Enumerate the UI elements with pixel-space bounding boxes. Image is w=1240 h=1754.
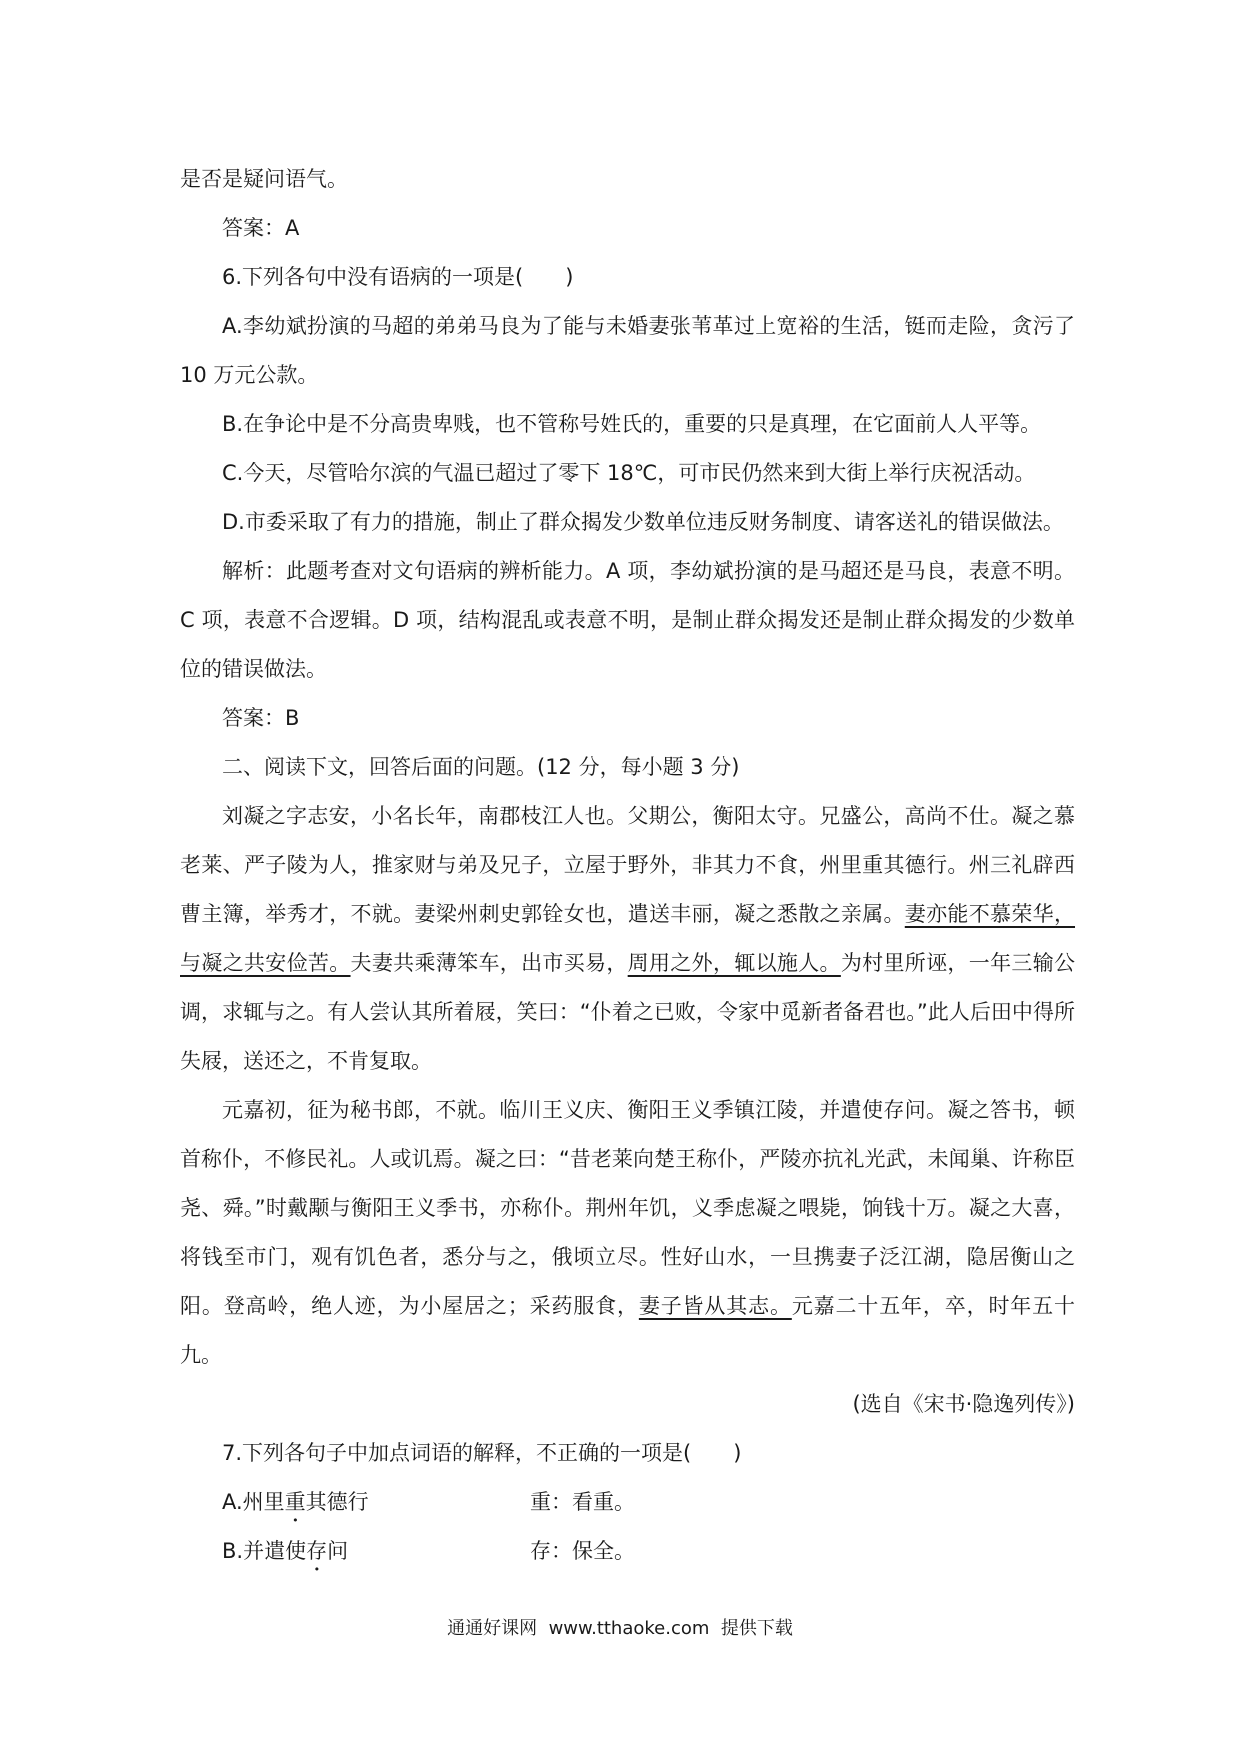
option-gloss: 存：保全。 [530,1539,635,1563]
question-7-option-a [180,1478,1075,1527]
underlined-sentence: 妻亦能不慕荣华，与凝之共安俭苦。 [180,902,1076,975]
top-fragment: 是否是疑问语气。 [180,167,348,191]
page-footer: 通通好课网 www.tthaoke.com 提供下载 [447,1618,793,1639]
option-text: A.州里 [222,1490,285,1514]
underlined-sentence: 周用之外，辄以施人。 [627,951,841,975]
question-6-answer: 答案：B [222,706,300,730]
question-6-option-b: B.在争论中是不分高贵卑贱，也不管称号姓氏的，重要的只是真理，在它面前人人平等。 [222,412,1042,436]
answer-5: 答案：A [222,216,300,240]
underlined-sentence: 妻子皆从其志。 [638,1294,792,1318]
option-sentence [222,1478,530,1527]
passage-paragraph-2 [180,1086,1075,1380]
passage-text: 元嘉二十五年，卒，时年五十九。 [180,1294,1076,1367]
passage-text: 元嘉初，征为秘书郎，不就。临川王义庆、衡阳王义季镇江陵，并遣使存问。凝之答书，顿首称仆，不修民礼。人或讥焉。凝之曰：“昔老莱向楚王称仆，严陵亦抗礼光武，未闻巢、许称臣尧、舜。”时戴颙与衡阳王义季书，亦称仆。荆州年饥，义季虑凝之喂毙，饷钱十万。凝之大喜，将钱至市门，观有饥色者，悉分与之，俄顷立尽。性好山水，一旦携妻子泛江湖，隐居衡山之阳。登高岭，绝人迹，为小屋居之；采药服食， [180,1098,1075,1318]
question-7-stem: 7.下列各句子中加点词语的解释，不正确的一项是( ) [222,1441,742,1465]
option-text: B.并遣使 [222,1539,307,1563]
passage-paragraph-1 [180,792,1075,1086]
dotted-word: 存 [306,1539,328,1563]
question-6-option-d: D.市委采取了有力的措施，制止了群众揭发少数单位违反财务制度、请客送礼的错误做法。 [222,510,1064,534]
option-gloss: 重：看重。 [530,1490,635,1514]
question-6-stem: 6.下列各句中没有语病的一项是( ) [222,265,574,289]
option-text: 问 [327,1539,349,1563]
option-sentence [222,1527,530,1576]
question-7-option-b [180,1527,1075,1576]
passage-text: 刘凝之字志安，小名长年，南郡枝江人也。父期公，衡阳太守。兄盛公，高尚不仕。凝之慕老莱、严子陵为人，推家财与弟及兄子，立屋于野外，非其力不食，州里重其德行。州三礼辟西曹主簿，举秀才，不就。妻梁州刺史郭铨女也，遣送丰丽，凝之悉散之亲属。 [180,804,1075,926]
option-text: 其德行 [305,1490,369,1514]
question-6-option-a: A.李幼斌扮演的马超的弟弟马良为了能与未婚妻张苇革过上宽裕的生活，铤而走险，贪污了 10 万元公款。 [180,314,1075,387]
passage-source: (选自《宋书·隐逸列传》) [852,1392,1075,1416]
passage-text: 夫妻共乘薄笨车，出市买易， [350,951,628,975]
dotted-word: 重 [284,1490,306,1514]
section-2-title: 二、阅读下文，回答后面的问题。(12 分，每小题 3 分) [222,755,740,779]
question-6-option-c: C.今天，尽管哈尔滨的气温已超过了零下 18℃，可市民仍然来到大街上举行庆祝活动。 [222,461,1036,485]
passage-text: 为村里所诬，一年三输公调，求辄与之。有人尝认其所着屐，笑曰：“仆着之已败，令家中觅新者备君也。”此人后田中得所失屐，送还之，不肯复取。 [180,951,1076,1073]
document-page [180,155,1075,1576]
question-6-analysis: 解析：此题考查对文句语病的辨析能力。A 项，李幼斌扮演的是马超还是马良，表意不明。C 项，表意不合逻辑。D 项，结构混乱或表意不明，是制止群众揭发还是制止群众揭发的少数单位的错误做法。 [180,559,1075,681]
